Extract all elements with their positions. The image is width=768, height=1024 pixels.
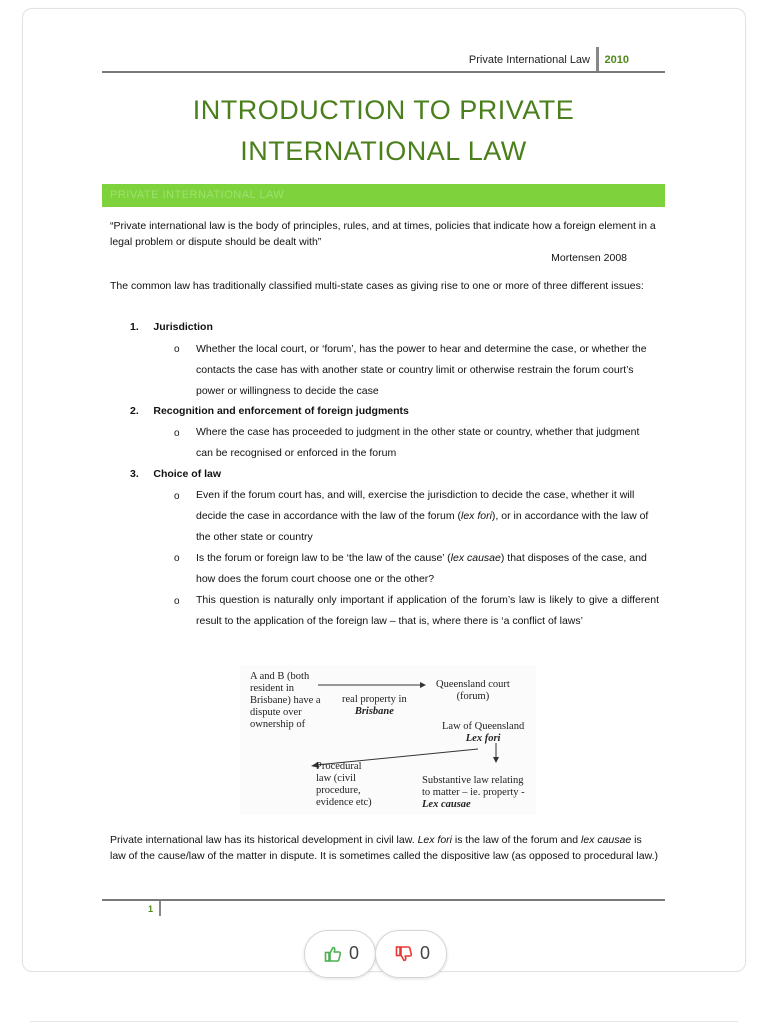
page-footer bbox=[102, 899, 665, 919]
title-line-1: INTRODUCTION TO PRIVATE bbox=[192, 95, 575, 125]
list-heading: Jurisdiction bbox=[153, 321, 213, 333]
list-heading: Choice of law bbox=[153, 468, 222, 480]
document-title bbox=[102, 90, 665, 172]
list-heading: Recognition and enforcement of foreign judgments bbox=[153, 405, 409, 417]
footer-divider bbox=[159, 901, 161, 916]
bullet-choice-3: This question is naturally only important if application of the forum’s law is likely to give a different result to the application of the foreign law – that is, where there is ‘a conflict of laws’ bbox=[196, 594, 659, 627]
bullet-choice-1: Even if the forum court has, and will, exercise the jurisdiction to decide the case, whether it will decide the case in accordance with the law of the forum (lex fori), or in accordance with the law of the other state or country bbox=[196, 489, 649, 543]
bullet-icon: o bbox=[174, 491, 180, 502]
page-number: 1 bbox=[148, 904, 154, 914]
closing-paragraph: Private international law has its historical development in civil law. Lex fori is the law of the forum and lex causae is law of the cause/law of the matter in dispute. It is sometimes called the dispositive law (as opposed to procedural law.) bbox=[110, 834, 659, 862]
title-line-2: INTERNATIONAL LAW bbox=[240, 136, 527, 166]
conflict-diagram: A and B (both resident in Brisbane) have a dispute over ownership of real property in Brisbane Queensland court (forum) Law of Queensland Lex fori Procedural law (civil procedure, evidence etc) Substantive law relating to matter – ie. property - Lex causae bbox=[240, 665, 536, 815]
bullet-icon: o bbox=[174, 553, 180, 564]
bullet-icon: o bbox=[174, 344, 180, 355]
intro-paragraph: The common law has traditionally classified multi-state cases as giving rise to one or more of three different issues: bbox=[110, 280, 644, 292]
bullet-choice-2: Is the forum or foreign law to be ‘the law of the cause’ (lex causae) that disposes of the case, and how does the forum court choose one or the other? bbox=[196, 552, 647, 585]
list-number: 1. bbox=[130, 321, 139, 333]
list-number: 2. bbox=[130, 405, 139, 417]
quote-text: “Private international law is the body of principles, rules, and at times, policies that indicate how a foreign element in a legal problem or dispute should be dealt with” bbox=[110, 220, 656, 248]
downvote-count: 0 bbox=[420, 943, 431, 963]
list-number: 3. bbox=[130, 468, 139, 480]
header-year: 2010 bbox=[604, 54, 629, 66]
list-item-1 bbox=[130, 321, 213, 333]
upvote-button[interactable] bbox=[304, 930, 376, 978]
section-heading-band bbox=[102, 184, 665, 207]
header-title: Private International Law bbox=[468, 54, 590, 66]
law-of-queensland-label: Law of Queensland Lex fori bbox=[442, 721, 525, 744]
procedural-law-label: Procedural law (civil procedure, evidence etc) bbox=[316, 761, 372, 808]
list-item-3 bbox=[130, 468, 221, 480]
thumbs-up-icon bbox=[324, 945, 342, 963]
bullet-icon: o bbox=[174, 428, 180, 439]
bullet-icon: o bbox=[174, 596, 180, 607]
list-item-2 bbox=[130, 405, 409, 417]
section-heading: PRIVATE INTERNATIONAL LAW bbox=[110, 189, 285, 201]
page-bottom-divider bbox=[30, 1021, 738, 1022]
thumbs-down-icon bbox=[395, 945, 413, 963]
running-header bbox=[102, 47, 665, 73]
footer-rule bbox=[102, 899, 665, 901]
bullet-recognition: Where the case has proceeded to judgment in the other state or country, whether that judgment can be recognised or enforced in the forum bbox=[196, 426, 640, 459]
substantive-law-label: Substantive law relating to matter – ie. property - Lex causae bbox=[422, 775, 525, 810]
upvote-count: 0 bbox=[349, 943, 360, 963]
downvote-button[interactable] bbox=[375, 930, 447, 978]
header-divider bbox=[596, 47, 599, 73]
bullet-jurisdiction: Whether the local court, or ‘forum’, has the power to hear and determine the case, or whether the contacts the case has with another state or country limit or otherwise restrain the forum court’s power or willingness to decide the case bbox=[196, 343, 647, 397]
real-property-label: real property in Brisbane bbox=[342, 694, 407, 717]
header-rule bbox=[102, 71, 665, 73]
quote-attribution: Mortensen 2008 bbox=[551, 252, 627, 264]
queensland-court-label: Queensland court (forum) bbox=[436, 679, 510, 702]
